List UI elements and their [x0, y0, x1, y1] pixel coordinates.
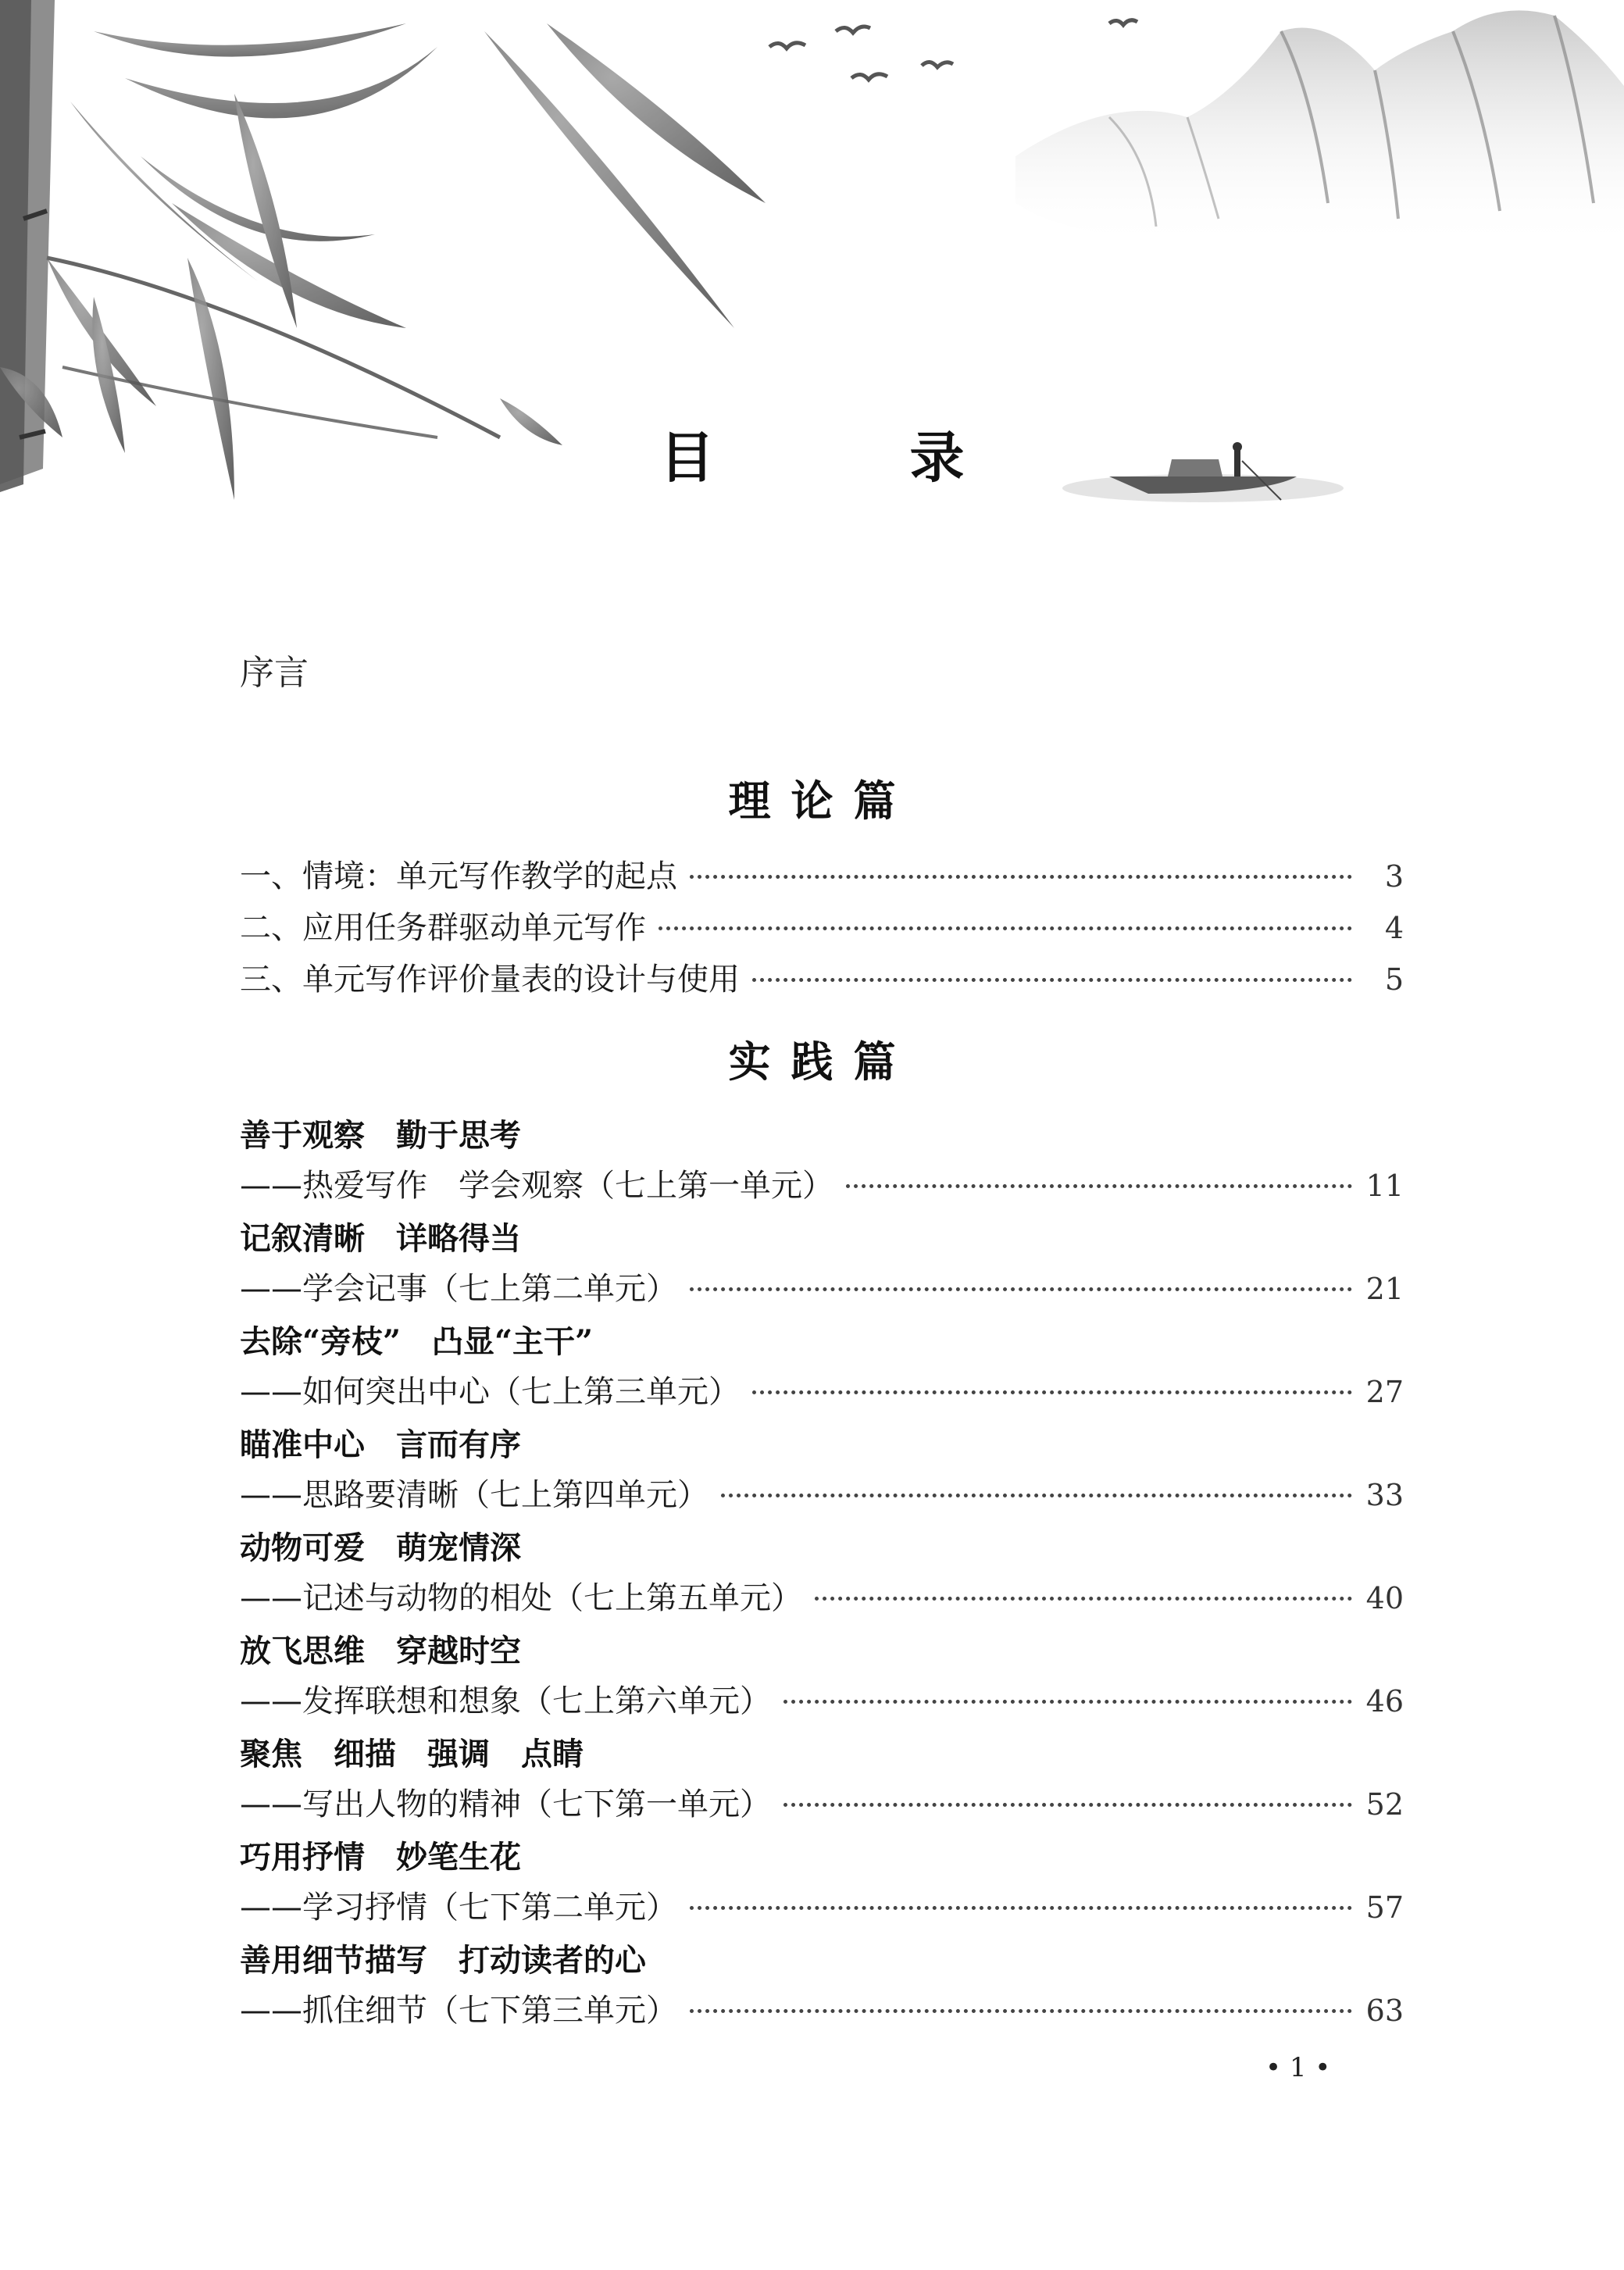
toc-entry-label: ——发挥联想和想象（七上第六单元） [240, 1683, 771, 1719]
toc-entry-page: 52 [1365, 1787, 1404, 1822]
toc-entry-preface[interactable]: 序言 [240, 653, 309, 693]
dot-leader [690, 1906, 1352, 1910]
section-heading-theory: 理论篇 [728, 776, 916, 826]
toc-entry-page: 57 [1365, 1890, 1404, 1925]
dot-leader [783, 1803, 1352, 1807]
page-number: • 1 • [1265, 2052, 1331, 2083]
unit-title: 放飞思维 穿越时空 [240, 1633, 521, 1669]
toc-entry-label: 二、应用任务群驱动单元写作 [240, 910, 646, 946]
page-title: 目 录 [659, 426, 1035, 490]
toc-entry-page: 27 [1365, 1375, 1404, 1409]
toc-entry[interactable] [240, 1676, 1404, 1722]
toc-entry-label: ——记述与动物的相处（七上第五单元） [240, 1580, 802, 1616]
mountain-illustration [1015, 10, 1624, 250]
unit-title: 善用细节描写 打动读者的心 [240, 1942, 646, 1979]
unit-title: 动物可爱 萌宠情深 [240, 1529, 521, 1566]
toc-entry-label: ——热爱写作 学会观察（七上第一单元） [240, 1168, 833, 1204]
birds-illustration [769, 20, 1137, 80]
dot-leader [783, 1700, 1352, 1704]
toc-entry[interactable] [240, 1779, 1404, 1825]
unit-title: 记叙清晰 详略得当 [240, 1220, 521, 1257]
toc-entry-page: 5 [1384, 962, 1404, 997]
toc-entry[interactable] [240, 1573, 1404, 1619]
toc-entry[interactable] [240, 1883, 1404, 1928]
toc-entry-page: 3 [1384, 859, 1404, 894]
section-heading-practice: 实践篇 [728, 1037, 916, 1087]
toc-entry-label: 三、单元写作评价量表的设计与使用 [240, 962, 740, 998]
unit-title: 善于观察 勤于思考 [240, 1117, 521, 1154]
dot-leader [690, 875, 1352, 879]
toc-entry-label: ——思路要清晰（七上第四单元） [240, 1477, 708, 1513]
dot-leader [752, 978, 1352, 982]
toc-entry-page: 40 [1365, 1581, 1404, 1615]
dot-leader [815, 1597, 1352, 1601]
dot-leader [846, 1184, 1352, 1188]
dot-leader [659, 926, 1352, 930]
dot-leader [690, 1287, 1352, 1291]
toc-entry-page: 11 [1365, 1169, 1404, 1203]
dot-leader [752, 1390, 1352, 1394]
toc-entry-label: ——如何突出中心（七上第三单元） [240, 1374, 740, 1410]
toc-entry-label: 一、情境：单元写作教学的起点 [240, 858, 677, 894]
toc-entry[interactable] [240, 1470, 1404, 1515]
toc-entry-page: 21 [1365, 1272, 1404, 1306]
toc-entry-page: 33 [1365, 1478, 1404, 1512]
toc-entry-label: ——写出人物的精神（七下第一单元） [240, 1786, 771, 1822]
toc-entry-page: 4 [1384, 911, 1404, 945]
ink-wash-illustration [0, 0, 1624, 641]
toc-entry-page: 46 [1365, 1684, 1404, 1719]
unit-title: 去除“旁枝” 凸显“主干” [240, 1323, 594, 1360]
toc-entry[interactable] [240, 851, 1404, 897]
toc-entry-label: ——学习抒情（七下第二单元） [240, 1890, 677, 1926]
toc-entry-label: ——学会记事（七上第二单元） [240, 1271, 677, 1307]
toc-entry-page: 63 [1365, 1993, 1404, 2028]
unit-title: 巧用抒情 妙笔生花 [240, 1839, 521, 1876]
dot-leader [690, 2009, 1352, 2013]
toc-entry-label: ——抓住细节（七下第三单元） [240, 1993, 677, 2029]
toc-entry[interactable] [240, 955, 1404, 1000]
toc-entry[interactable] [240, 903, 1404, 948]
toc-entry[interactable] [240, 1986, 1404, 2031]
unit-title: 瞄准中心 言而有序 [240, 1426, 521, 1463]
toc-entry[interactable] [240, 1264, 1404, 1309]
unit-title: 聚焦 细描 强调 点睛 [240, 1736, 584, 1772]
dot-leader [721, 1494, 1352, 1497]
toc-entry[interactable] [240, 1367, 1404, 1412]
toc-entry[interactable] [240, 1161, 1404, 1206]
